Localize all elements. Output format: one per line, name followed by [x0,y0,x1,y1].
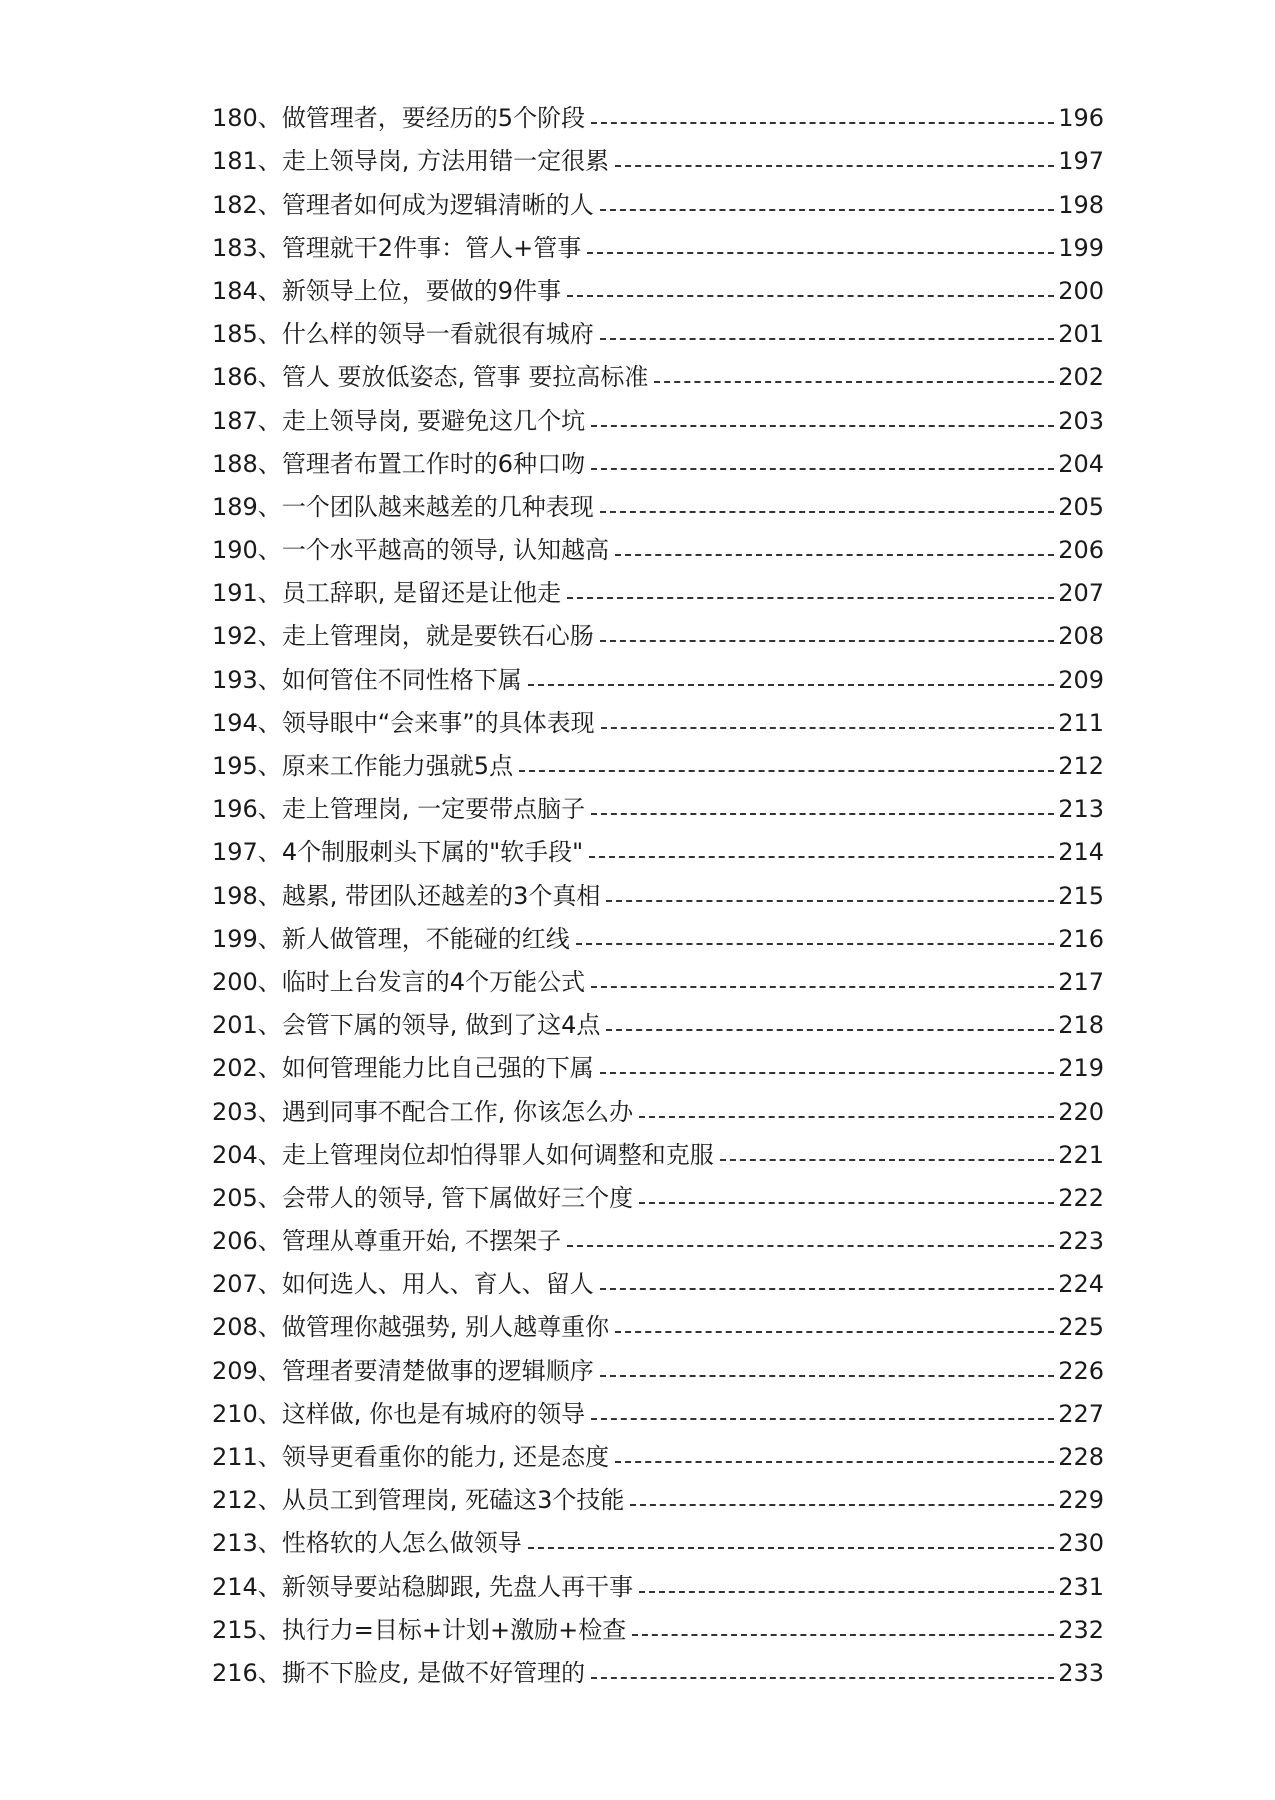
toc-entry [212,176,1104,219]
entry-page-number: 231 [1058,1572,1104,1601]
entry-title: 新领导要站稳脚跟, 先盘人再干事 [281,1572,634,1601]
entry-page-number: 214 [1058,838,1104,867]
entry-title: 如何选人、用人、育人、留人 [281,1270,594,1299]
entry-page-number: 229 [1058,1486,1104,1515]
entry-title: 如何管理能力比自己强的下属 [281,1054,594,1083]
entry-number: 187、 [212,406,282,435]
entry-page-number: 233 [1058,1658,1104,1687]
toc-entry [212,90,1104,133]
dotted-leader [639,1591,1054,1593]
toc-entry [212,306,1104,349]
dotted-leader [591,425,1054,427]
dotted-leader [528,684,1054,686]
entry-title: 4个制服刺头下属的"软手段" [281,838,584,867]
dotted-leader [519,770,1054,772]
dotted-leader [589,856,1054,858]
dotted-leader [600,1288,1054,1290]
entry-title: 会管下属的领导, 做到了这4点 [281,1011,601,1040]
dotted-leader [591,468,1054,470]
dotted-leader [600,511,1054,513]
entry-number: 195、 [212,752,282,780]
dotted-leader [567,295,1054,297]
entry-title: 管理从尊重开始, 不摆架子 [281,1227,562,1256]
dotted-leader [591,122,1054,124]
dotted-leader [576,943,1054,945]
entry-number: 199、 [212,924,282,953]
entry-title: 做管理者，要经历的5个阶段 [281,104,586,133]
dotted-leader [600,338,1054,340]
entry-page-number: 209 [1058,665,1104,694]
entry-number: 194、 [212,708,282,737]
dotted-leader [567,1245,1054,1247]
entry-page-number: 200 [1058,276,1104,305]
entry-number: 197、 [212,838,282,867]
dotted-leader [591,986,1054,988]
entry-number: 212、 [212,1486,282,1515]
entry-page-number: 207 [1058,579,1104,608]
entry-title: 管人 要放低姿态, 管事 要拉高标准 [281,363,649,392]
entry-title: 领导更看重你的能力, 还是态度 [281,1443,610,1471]
toc-entry [212,1342,1104,1385]
toc-entry [212,1170,1104,1213]
toc-entry [212,436,1104,479]
dotted-leader [591,813,1054,815]
entry-title: 撕不下脸皮, 是做不好管理的 [281,1658,586,1687]
dotted-leader [615,1331,1054,1333]
entry-number: 181、 [212,147,282,176]
entry-page-number: 212 [1058,752,1104,780]
entry-number: 213、 [212,1529,282,1558]
dotted-leader [639,1202,1054,1204]
entry-title: 从员工到管理岗, 死磕这3个技能 [281,1486,625,1515]
entry-title: 管理者布置工作时的6种口吻 [281,449,586,478]
entry-page-number: 221 [1058,1140,1104,1169]
entry-title: 一个水平越高的领导, 认知越高 [281,536,610,565]
entry-page-number: 222 [1058,1183,1104,1212]
entry-number: 214、 [212,1572,282,1601]
entry-title: 新人做管理，不能碰的红线 [281,924,570,953]
entry-number: 211、 [212,1443,282,1471]
toc-entry [212,911,1104,954]
entry-number: 193、 [212,665,282,694]
entry-number: 183、 [212,233,282,262]
dotted-leader [654,381,1054,383]
toc-entry [212,349,1104,392]
entry-title: 什么样的领导一看就很有城府 [281,320,594,349]
dotted-leader [600,1072,1054,1074]
toc-entry [212,1256,1104,1299]
entry-title: 遇到同事不配合工作, 你该怎么办 [281,1097,634,1126]
dotted-leader [601,727,1054,729]
toc-entry [212,651,1104,694]
entry-page-number: 201 [1058,320,1104,349]
entry-title: 走上领导岗, 方法用错一定很累 [281,147,610,176]
entry-page-number: 215 [1058,881,1104,910]
entry-page-number: 218 [1058,1011,1104,1040]
entry-number: 182、 [212,190,282,219]
entry-number: 207、 [212,1270,282,1299]
entry-page-number: 202 [1058,363,1104,392]
entry-page-number: 224 [1058,1270,1104,1299]
dotted-leader [639,1116,1054,1118]
entry-page-number: 226 [1058,1356,1104,1385]
toc-entry [212,1515,1104,1558]
toc-entry [212,522,1104,565]
dotted-leader [632,1634,1054,1636]
toc-entry [212,263,1104,306]
entry-page-number: 204 [1058,449,1104,478]
entry-title: 一个团队越来越差的几种表现 [281,492,594,521]
dotted-leader [600,1375,1054,1377]
toc-entry [212,1645,1104,1688]
entry-number: 189、 [212,492,282,521]
entry-page-number: 205 [1058,492,1104,521]
entry-page-number: 196 [1058,104,1104,133]
dotted-leader [587,252,1054,254]
entry-number: 198、 [212,881,282,910]
entry-number: 202、 [212,1054,282,1083]
entry-title: 原来工作能力强就5点 [281,752,514,780]
toc-entry [212,1386,1104,1429]
entry-title: 做管理你越强势, 别人越尊重你 [281,1313,610,1342]
entry-title: 走上管理岗位却怕得罪人如何调整和克服 [281,1140,714,1169]
entry-number: 180、 [212,104,282,133]
entry-number: 191、 [212,579,282,608]
entry-page-number: 219 [1058,1054,1104,1083]
entry-page-number: 197 [1058,147,1104,176]
entry-title: 这样做, 你也是有城府的领导 [281,1399,586,1428]
toc-entry [212,1213,1104,1256]
entry-title: 越累, 带团队还越差的3个真相 [281,881,601,910]
dotted-leader [591,1677,1054,1679]
entry-number: 201、 [212,1011,282,1040]
toc-entry [212,1602,1104,1645]
toc-entry [212,479,1104,522]
toc-entry [212,565,1104,608]
entry-title: 领导眼中“会来事”的具体表现 [281,708,595,737]
entry-title: 新领导上位，要做的9件事 [281,276,562,305]
entry-page-number: 232 [1058,1615,1104,1644]
toc-entry [212,781,1104,824]
entry-page-number: 217 [1058,967,1104,996]
entry-title: 会带人的领导, 管下属做好三个度 [281,1183,634,1212]
entry-title: 管理就干2件事：管人+管事 [281,233,582,262]
toc-entry [212,608,1104,651]
entry-title: 走上管理岗，就是要铁石心肠 [281,622,594,651]
entry-page-number: 198 [1058,190,1104,219]
toc-entry [212,1040,1104,1083]
dotted-leader [615,554,1054,556]
entry-page-number: 220 [1058,1097,1104,1126]
dotted-leader [630,1504,1054,1506]
dotted-leader [600,640,1054,642]
entry-page-number: 225 [1058,1313,1104,1342]
dotted-leader [528,1547,1054,1549]
dotted-leader [615,165,1054,167]
entry-number: 215、 [212,1615,282,1644]
dotted-leader [606,1029,1054,1031]
entry-title: 执行力=目标+计划+激励+检查 [281,1615,627,1644]
entry-page-number: 211 [1058,708,1104,737]
dotted-leader [567,597,1054,599]
entry-title: 性格软的人怎么做领导 [281,1529,522,1558]
dotted-leader [591,1418,1054,1420]
toc-entry [212,954,1104,997]
entry-title: 走上领导岗, 要避免这几个坑 [281,406,586,435]
toc-entry [212,1558,1104,1601]
toc-entry [212,1299,1104,1342]
entry-number: 188、 [212,449,282,478]
entry-title: 如何管住不同性格下属 [281,665,522,694]
entry-page-number: 228 [1058,1443,1104,1471]
toc-entry [212,392,1104,435]
dotted-leader [720,1159,1054,1161]
entry-page-number: 203 [1058,406,1104,435]
toc-entry [212,738,1104,781]
entry-number: 200、 [212,967,282,996]
toc-entry [212,220,1104,263]
entry-page-number: 208 [1058,622,1104,651]
entry-number: 184、 [212,276,282,305]
entry-title: 管理者如何成为逻辑清晰的人 [281,190,594,219]
entry-number: 203、 [212,1097,282,1126]
entry-title: 临时上台发言的4个万能公式 [281,967,586,996]
toc-entry [212,867,1104,910]
entry-number: 206、 [212,1227,282,1256]
dotted-leader [615,1461,1054,1463]
entry-page-number: 230 [1058,1529,1104,1558]
entry-number: 196、 [212,795,282,824]
toc-entry [212,1083,1104,1126]
entry-number: 209、 [212,1356,282,1385]
entry-page-number: 223 [1058,1227,1104,1256]
entry-page-number: 206 [1058,536,1104,565]
dotted-leader [600,209,1054,211]
entry-number: 210、 [212,1399,282,1428]
entry-number: 216、 [212,1658,282,1687]
entry-title: 员工辞职, 是留还是让他走 [281,579,562,608]
entry-page-number: 216 [1058,924,1104,953]
table-of-contents [212,90,1104,1688]
entry-number: 205、 [212,1183,282,1212]
entry-number: 190、 [212,536,282,565]
dotted-leader [606,900,1054,902]
entry-page-number: 213 [1058,795,1104,824]
toc-entry [212,824,1104,867]
entry-number: 185、 [212,320,282,349]
entry-number: 208、 [212,1313,282,1342]
toc-entry [212,1472,1104,1515]
toc-entry [212,695,1104,738]
entry-page-number: 227 [1058,1399,1104,1428]
entry-title: 走上管理岗, 一定要带点脑子 [281,795,586,824]
entry-page-number: 199 [1058,233,1104,262]
entry-number: 204、 [212,1140,282,1169]
toc-entry [212,1429,1104,1472]
toc-entry [212,997,1104,1040]
toc-entry [212,133,1104,176]
entry-number: 186、 [212,363,282,392]
entry-title: 管理者要清楚做事的逻辑顺序 [281,1356,594,1385]
entry-number: 192、 [212,622,282,651]
toc-entry [212,1127,1104,1170]
